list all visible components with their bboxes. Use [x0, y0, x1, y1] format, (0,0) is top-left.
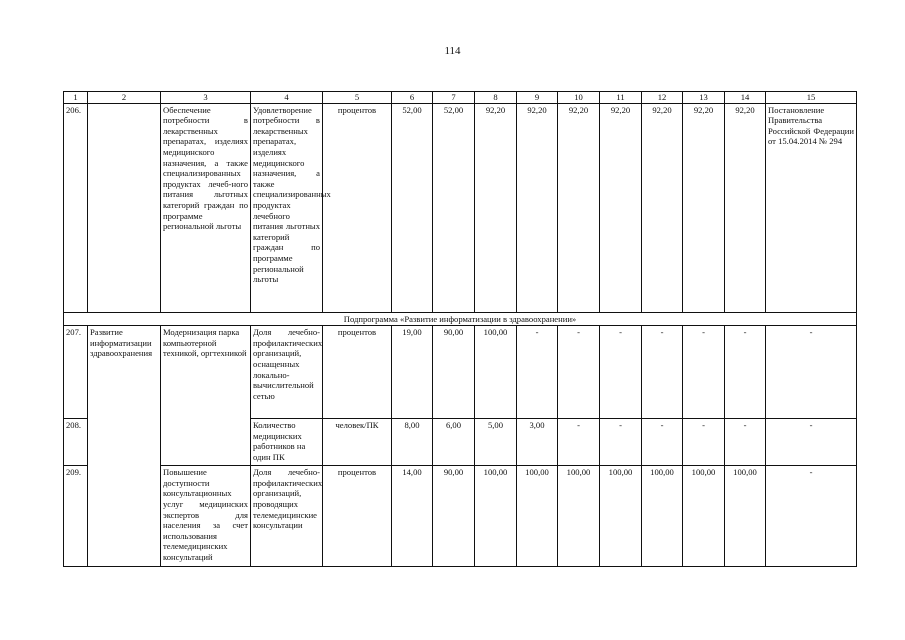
- value-cell: 92,20: [725, 103, 766, 312]
- table-row-207: [64, 326, 857, 419]
- value-cell: 100,00: [558, 466, 600, 567]
- indicator-cell: Доля лечебно-профилактических организаций, проводящих телемедицинские консультации: [251, 466, 323, 567]
- measure-cell: Обеспечение потребности в лекарственных препаратах, изделиях медицинского назначения, а также специализированных продуктах лечеб-ного питания льготных категорий граждан по программе региональной льготы: [161, 103, 251, 312]
- unit-cell: процентов: [323, 103, 392, 312]
- value-cell: -: [558, 419, 600, 466]
- value-cell: 92,20: [642, 103, 683, 312]
- measure-cell: Повышение доступности консультационных услуг медицинских экспертов для населения за счет использования телемедицинских консультаций: [161, 466, 251, 567]
- value-cell: 100,00: [517, 466, 558, 567]
- value-cell: 92,20: [683, 103, 725, 312]
- value-cell: 92,20: [475, 103, 517, 312]
- subprogram-row: [64, 312, 857, 326]
- value-cell: 100,00: [642, 466, 683, 567]
- row-number: 209.: [64, 466, 88, 567]
- program-cell: [88, 103, 161, 312]
- header-cell: 8: [475, 92, 517, 104]
- table-row-206: [64, 103, 857, 312]
- header-cell: 4: [251, 92, 323, 104]
- indicator-table: [63, 91, 857, 567]
- value-cell: 19,00: [392, 326, 433, 419]
- value-cell: 5,00: [475, 419, 517, 466]
- header-cell: 11: [600, 92, 642, 104]
- source-cell: -: [766, 419, 857, 466]
- value-cell: 100,00: [725, 466, 766, 567]
- unit-cell: процентов: [323, 466, 392, 567]
- indicator-cell: Удовлетворение потребности в лекарственных препаратах, изделиях медицинского назначения, а также специализированных продуктах лечебного питания льготных категорий граждан по программе региональной льготы: [251, 103, 323, 312]
- value-cell: 6,00: [433, 419, 475, 466]
- value-cell: 100,00: [600, 466, 642, 567]
- value-cell: -: [683, 419, 725, 466]
- value-cell: -: [725, 419, 766, 466]
- value-cell: 100,00: [683, 466, 725, 567]
- row-number: 208.: [64, 419, 88, 466]
- value-cell: 52,00: [433, 103, 475, 312]
- header-cell: 13: [683, 92, 725, 104]
- value-cell: 52,00: [392, 103, 433, 312]
- source-cell: -: [766, 466, 857, 567]
- header-cell: 3: [161, 92, 251, 104]
- table-header-row: [64, 92, 857, 104]
- value-cell: -: [642, 419, 683, 466]
- value-cell: -: [600, 326, 642, 419]
- value-cell: 8,00: [392, 419, 433, 466]
- value-cell: -: [725, 326, 766, 419]
- header-cell: 2: [88, 92, 161, 104]
- row-number: 206.: [64, 103, 88, 312]
- header-cell: 9: [517, 92, 558, 104]
- value-cell: 90,00: [433, 466, 475, 567]
- value-cell: -: [683, 326, 725, 419]
- value-cell: -: [558, 326, 600, 419]
- unit-cell: человек/ПК: [323, 419, 392, 466]
- header-cell: 1: [64, 92, 88, 104]
- row-number: 207.: [64, 326, 88, 419]
- value-cell: -: [600, 419, 642, 466]
- page-number: 114: [444, 45, 461, 57]
- header-cell: 10: [558, 92, 600, 104]
- header-cell: 15: [766, 92, 857, 104]
- value-cell: 100,00: [475, 466, 517, 567]
- header-cell: 6: [392, 92, 433, 104]
- header-cell: 14: [725, 92, 766, 104]
- source-cell: -: [766, 326, 857, 419]
- header-cell: 12: [642, 92, 683, 104]
- value-cell: 92,20: [517, 103, 558, 312]
- subprogram-title: Подпрограмма «Развитие информатизации в здравоохранении»: [64, 312, 857, 326]
- value-cell: 3,00: [517, 419, 558, 466]
- indicator-cell: Количество медицинских работников на один ПК: [251, 419, 323, 466]
- value-cell: 90,00: [433, 326, 475, 419]
- value-cell: 92,20: [558, 103, 600, 312]
- header-cell: 5: [323, 92, 392, 104]
- value-cell: 14,00: [392, 466, 433, 567]
- program-cell: Развитие информатизации здравоохранения: [88, 326, 161, 567]
- value-cell: 100,00: [475, 326, 517, 419]
- table-row-209: [64, 466, 857, 567]
- value-cell: 92,20: [600, 103, 642, 312]
- value-cell: -: [642, 326, 683, 419]
- source-cell: Постановление Правительства Российской Федерации от 15.04.2014 № 294: [766, 103, 857, 312]
- measure-cell: Модернизация парка компьютерной техникой, оргтехникой: [161, 326, 251, 466]
- header-cell: 7: [433, 92, 475, 104]
- value-cell: -: [517, 326, 558, 419]
- unit-cell: процентов: [323, 326, 392, 419]
- indicator-cell: Доля лечебно-профилактических организаций, оснащенных локально-вычислительной сетью: [251, 326, 323, 419]
